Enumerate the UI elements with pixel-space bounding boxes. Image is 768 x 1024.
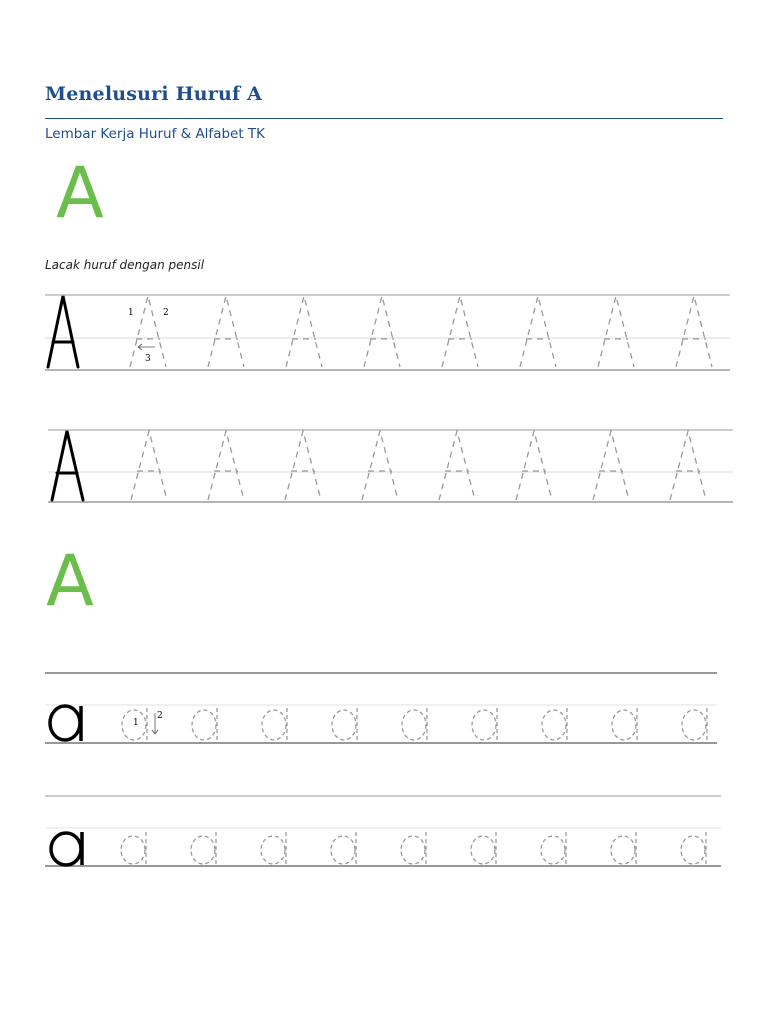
dashed-letter-a bbox=[439, 431, 475, 500]
lowercase-tracing-row-2 bbox=[45, 790, 725, 870]
uppercase-display-letter: A bbox=[56, 152, 104, 234]
dashed-letter-a bbox=[520, 296, 556, 367]
dashed-letter-a bbox=[285, 431, 321, 500]
stroke-arrow-3 bbox=[138, 344, 155, 350]
dashed-letter-a bbox=[286, 296, 322, 367]
stroke-order-guide bbox=[133, 711, 163, 734]
dashed-letter-a-lowercase bbox=[261, 832, 286, 864]
dashed-letter-a bbox=[593, 431, 629, 500]
dashed-letter-a-lowercase bbox=[262, 708, 287, 741]
dashed-letter-a-lowercase bbox=[681, 832, 706, 864]
model-letter-a bbox=[52, 431, 83, 500]
lowercase-display-letter: A bbox=[46, 540, 94, 622]
dashed-letter-a bbox=[516, 431, 552, 500]
dashed-letter-a bbox=[208, 431, 244, 500]
stroke-number-2: 2 bbox=[157, 711, 163, 721]
dashed-letter-a bbox=[208, 296, 244, 367]
page-title: Menelusuri Huruf A bbox=[45, 83, 263, 105]
dashed-letter-a-lowercase bbox=[612, 708, 637, 741]
dashed-letter-a-lowercase bbox=[191, 832, 216, 864]
stroke-number-2: 2 bbox=[163, 308, 169, 318]
uppercase-tracing-row-2 bbox=[48, 425, 733, 510]
dashed-letter-a bbox=[131, 431, 167, 500]
stroke-number-1: 1 bbox=[128, 308, 134, 318]
dashed-letter-a bbox=[598, 296, 634, 367]
title-divider bbox=[45, 118, 723, 119]
dashed-letter-a bbox=[364, 296, 400, 367]
trace-instruction: Lacak huruf dengan pensil bbox=[45, 258, 205, 272]
dashed-letter-a-lowercase bbox=[121, 832, 146, 864]
page-subtitle: Lembar Kerja Huruf & Alfabet TK bbox=[45, 126, 266, 142]
stroke-number-1: 1 bbox=[133, 718, 139, 728]
model-letter-a bbox=[51, 832, 82, 865]
dashed-letter-a-lowercase bbox=[402, 708, 427, 741]
dashed-letter-a-lowercase bbox=[682, 708, 707, 741]
dashed-letter-a-lowercase bbox=[541, 832, 566, 864]
model-letter-a bbox=[48, 296, 78, 367]
stroke-number-3: 3 bbox=[145, 354, 151, 364]
dashed-letter-a-lowercase bbox=[332, 708, 357, 741]
dashed-letter-a-lowercase bbox=[471, 832, 496, 864]
dashed-letter-a-lowercase bbox=[472, 708, 497, 741]
uppercase-tracing-row-1 bbox=[45, 290, 730, 375]
dashed-letter-a-lowercase bbox=[401, 832, 426, 864]
dashed-letter-a bbox=[362, 431, 398, 500]
dashed-letter-a bbox=[676, 296, 712, 367]
lowercase-tracing-row-1 bbox=[45, 668, 725, 748]
dashed-letter-a bbox=[442, 296, 478, 367]
dashed-letter-a-lowercase bbox=[331, 832, 356, 864]
dashed-letter-a-lowercase bbox=[611, 832, 636, 864]
dashed-letter-a-lowercase bbox=[192, 708, 217, 741]
dashed-letter-a-lowercase bbox=[542, 708, 567, 741]
model-letter-a bbox=[50, 706, 81, 741]
dashed-letter-a bbox=[670, 431, 706, 500]
